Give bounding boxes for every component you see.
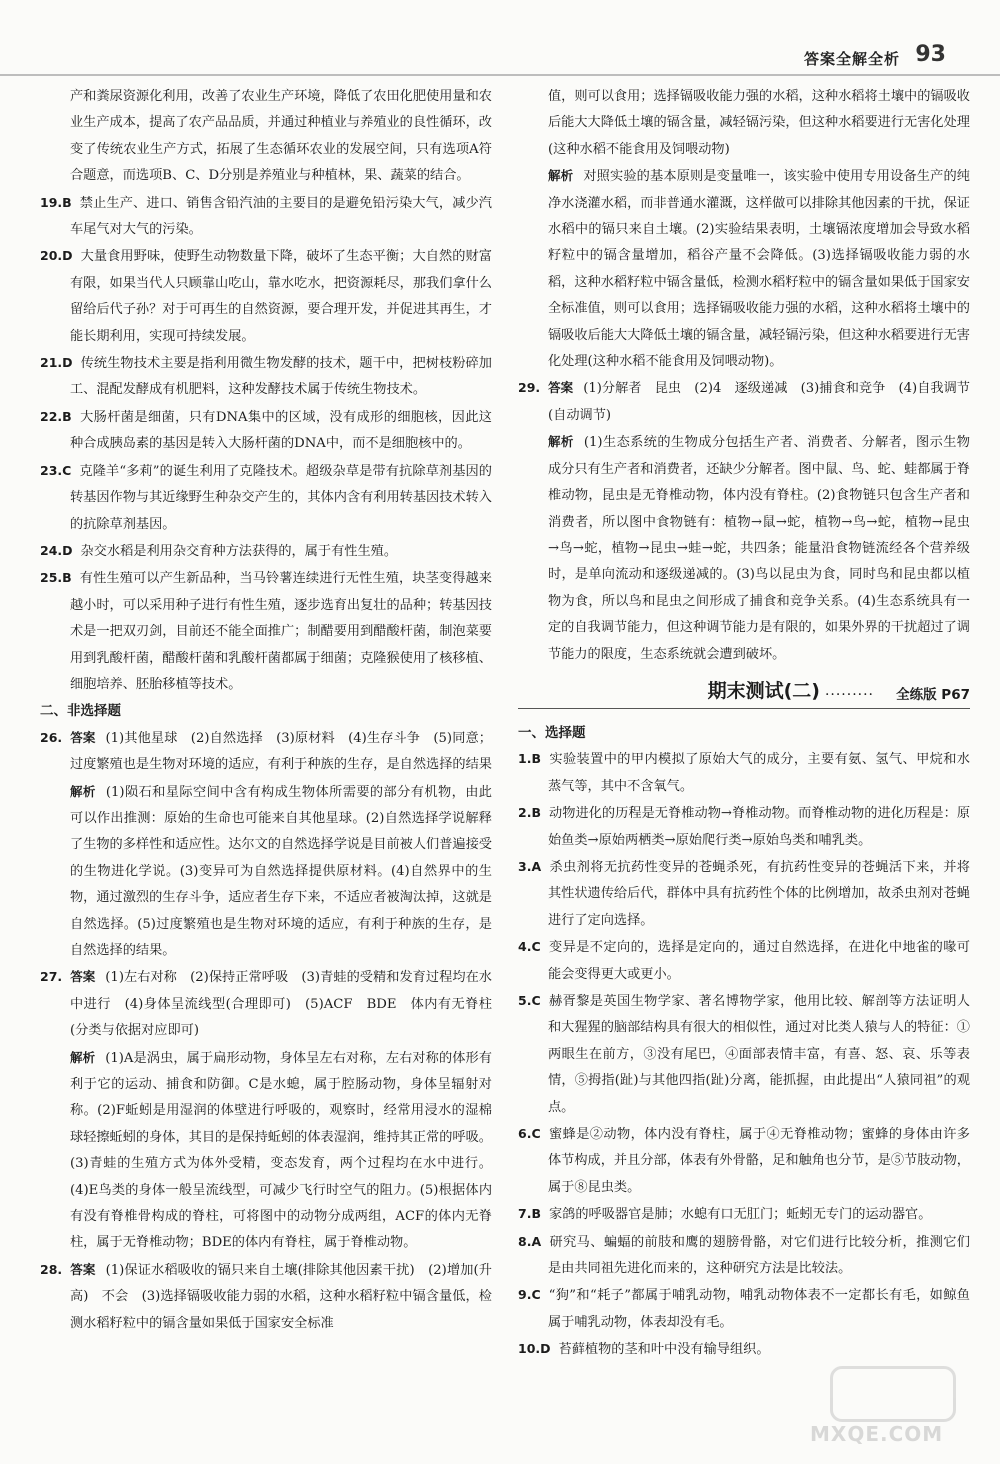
item-text: “狗”和“耗子”都属于哺乳动物，哺乳动物体表不一定都长有毛，如鲸鱼属于哺乳动物，体表却没有毛。 — [548, 1288, 970, 1330]
q28-answer — [40, 1257, 492, 1337]
watermark-text: MXQE.COM — [810, 1422, 944, 1446]
q26-answer — [40, 725, 492, 779]
item-number: 9.C — [518, 1287, 541, 1303]
item-number: 26. — [40, 729, 63, 745]
item-number: 23.C — [40, 462, 72, 478]
page-number: 93 — [915, 42, 946, 67]
item-text: 杂交水稻是利用杂交育种方法获得的，属于有性生殖。 — [80, 543, 398, 559]
answer-item — [518, 988, 970, 1121]
q27-analysis — [40, 1045, 492, 1257]
item-number: 5.C — [518, 993, 541, 1008]
q28-analysis — [518, 163, 970, 375]
item-text: 大肠杆菌是细菌，只有DNA集中的区域，没有成形的细胞核，因此这种合成胰岛素的基因是转入大肠杆菌的DNA中，而不是细胞核中的。 — [70, 409, 492, 452]
item-text: 禁止生产、进口、销售含铅汽油的主要目的是避免铅污染大气，减少汽车尾气对大气的污染。 — [70, 195, 492, 238]
item-number: 4.C — [518, 939, 541, 955]
item-number: 21.D — [40, 355, 73, 371]
section-heading-nonchoice: 二、非选择题 — [40, 703, 121, 720]
analysis-label: 解析 — [70, 783, 96, 799]
analysis-text: (1)陨石和星际空间中含有构成生物体所需要的部分有机物，由此可以作出推测：原始的生命也可能来自其他星球。(2)自然选择学说解释了生物的多样性和适应性。达尔文的自然选择学说是目前被人们普遍接受的生物进化学说。(3)变异可为自然选择提供原材料。(4)自然界中的生物，通过激烈的生存斗争，适应者生存下来，不适应者被淘汰掉，这就是自然选择。(5)过度繁殖也是生物对环境的适应，有利于种族的生存，是自然选择的结果。 — [70, 784, 492, 958]
answer-item — [518, 800, 970, 854]
q29-analysis — [518, 429, 970, 668]
item-text: 研究马、蝙蝠的前肢和鹰的翅膀骨骼，对它们进行比较分析，推测它们是由共同祖先进化而来的，这种研究方法是比较法。 — [548, 1234, 970, 1277]
q26-analysis — [40, 779, 492, 965]
item-number: 2.B — [518, 805, 541, 821]
test-page-ref: 全练版 P67 — [896, 686, 970, 703]
item-text: 克隆羊“多莉”的诞生利用了克隆技术。超级杂草是带有抗除草剂基因的转基因作物与其近缘野生种杂交产生的，其体内含有利用转基因技术转入的抗除草剂基因。 — [70, 463, 492, 532]
answer-label: 答案 — [548, 380, 574, 396]
answer-item — [40, 538, 492, 565]
item-number: 22.B — [40, 408, 72, 424]
item-text: 实验装置中的甲内模拟了原始大气的成分，主要有氨、氢气、甲烷和水蒸气等，其中不含氧气。 — [548, 752, 970, 794]
answer-item — [518, 746, 970, 800]
intro-paragraph: 产和粪尿资源化利用，改善了农业生产环境，降低了农田化肥使用量和农业生产成本，提高了农产品品质，并通过种植业与养殖业的良性循环，改变了传统农业生产方式，拓展了生态循环农业的发展空间，只有选项A符合题意，而选项B、C、D分别是养殖业与种植林，果、蔬菜的结合。 — [70, 89, 492, 184]
answer-item — [40, 404, 492, 458]
item-text: 赫胥黎是英国生物学家、著名博物学家，他用比较、解剖等方法证明人和大猩猩的脑部结构具有很大的相似性，通过对比类人猿与人的特征：①两眼生在前方，③没有尾巴，④面部表情丰富，有喜、怒、哀、乐等表情，⑤拇指(趾)与其他四指(趾)分离，能抓握，由此提出“人猿同祖”的观点。 — [548, 994, 970, 1115]
answer-text: (1)分解者 昆虫 (2)4 逐级递减 (3)捕食和竞争 (4)自我调节(自动调节) — [548, 381, 970, 423]
answer-item — [518, 1201, 970, 1228]
answer-item — [40, 565, 492, 698]
answer-item — [40, 190, 492, 244]
analysis-text: 对照实验的基本原则是变量唯一，该实验中使用专用设备生产的纯净水浇灌水稻，而非普通水灌溉，这样做可以排除其他因素的干扰，保证水稻中的镉只来自土壤。(2)实验结果表明，土壤镉浓度增加会导致水稻籽粒中的镉含量增加，稻谷产量不会降低。(3)选择镉吸收能力弱的水稻，这种水稻籽粒中镉含量低，检测水稻籽粒中的镉含量如果低于国家安全标准值，则可以食用；选择镉吸收能力强的水稻，这种水稻将土壤中的镉吸收后能大大降低土壤的镉含量，减轻镉污染，但这种水稻要进行无害化处理(这种水稻不能食用及饲喂动物)。 — [548, 169, 970, 370]
item-number: 3.A — [518, 858, 542, 874]
analysis-label: 解析 — [70, 1049, 96, 1065]
item-number: 10.D — [518, 1341, 551, 1357]
header-rule — [0, 74, 1000, 76]
item-number: 25.B — [40, 570, 72, 586]
item-text: 杀虫剂将无抗药性变异的苍蝇杀死，有抗药性变异的苍蝇活下来，并将其性状遗传给后代，群体中具有抗药性个体的比例增加，故杀虫剂对苍蝇进行了定向选择。 — [548, 859, 970, 928]
item-text: 大量食用野味，使野生动物数量下降，破坏了生态平衡；大自然的财富有限，如果当代人只顾靠山吃山，靠水吃水，把资源耗尽，那我们拿什么留给后代子孙？对于可再生的自然资源，要合理开发，并促进其再生，才能长期利用，实现可持续发展。 — [70, 249, 492, 344]
item-number: 1.B — [518, 751, 541, 767]
answer-item — [518, 1121, 970, 1201]
analysis-label: 解析 — [548, 168, 574, 184]
watermark — [800, 1362, 970, 1452]
section-heading-choice: 一、选择题 — [518, 724, 586, 741]
answer-item — [40, 350, 492, 404]
item-number: 20.D — [40, 248, 73, 264]
test-heading — [518, 674, 970, 718]
q27-answer — [40, 964, 492, 1044]
analysis-text: (1)A是涡虫，属于扁形动物，身体呈左右对称，左右对称的体形有利于它的运动、捕食和防御。C是水螅，属于腔肠动物，身体呈辐射对称。(2)F蚯蚓是用湿润的体壁进行呼吸的，观察时，经常用浸水的湿棉球轻擦蚯蚓的身体，其目的是保持蚯蚓的体表湿润，维持其正常的呼吸。(3)青蛙的生殖方式为体外受精，变态发育，两个过程均在水中进行。(4)E鸟类的身体一般呈流线型，可减少飞行时空气的阻力。(5)根据体内有没有脊椎骨构成的脊柱，可将图中的动物分成两组，ACF的体内无脊柱，属于无脊椎动物；BDE的体内有脊柱，属于脊椎动物。 — [70, 1050, 492, 1251]
page-header — [0, 0, 1000, 80]
answer-item — [40, 458, 492, 538]
test-title: 期末测试(二) — [702, 678, 820, 704]
left-column — [40, 84, 492, 1337]
answer-item — [518, 934, 970, 988]
item-number: 19.B — [40, 194, 72, 210]
answer-label: 答案 — [70, 969, 96, 985]
q29-answer — [518, 375, 970, 429]
item-number: 24.D — [40, 542, 73, 558]
answer-label: 答案 — [70, 1261, 96, 1277]
item-text: 家鸽的呼吸器官是肺；水螅有口无肛门；蚯蚓无专门的运动器官。 — [548, 1207, 932, 1223]
answer-item — [518, 1229, 970, 1283]
analysis-text: (1)生态系统的生物成分包括生产者、消费者、分解者，图示生物成分只有生产者和消费者，还缺少分解者。图中鼠、鸟、蛇、蛙都属于脊椎动物，昆虫是无脊椎动物，体内没有脊柱。(2)食物链只包含生产者和消费者，所以图中食物链有：植物→鼠→蛇，植物→鸟→蛇，植物→昆虫→鸟→蛇，植物→昆虫→蛙→蛇，共四条；能量沿食物链流经各个营养级时，是单向流动和逐级递减的。(3)鸟以昆虫为食，同时鸟和昆虫都以植物为食，所以鸟和昆虫之间形成了捕食和竞争关系。(4)生态系统具有一定的自我调节能力，但这种调节能力是有限的，如果外界的干扰超过了调节能力的限度，生态系统就会遭到破坏。 — [548, 435, 970, 662]
item-text: 动物进化的历程是无脊椎动物→脊椎动物。而脊椎动物的进化历程是：原始鱼类→原始两栖类→原始爬行类→原始鸟类和哺乳类。 — [548, 806, 970, 848]
item-number: 6.C — [518, 1126, 541, 1142]
right-column — [518, 84, 970, 1364]
analysis-label: 解析 — [548, 434, 574, 450]
answer-item — [518, 854, 970, 934]
item-text: 传统生物技术主要是指利用微生物发酵的技术，题干中，把树枝粉碎加工、混配发酵成有机肥料，这种发酵技术属于传统生物技术。 — [70, 356, 492, 398]
answer-item — [518, 1336, 970, 1363]
item-number: 28. — [40, 1261, 63, 1277]
item-number: 8.A — [518, 1233, 542, 1249]
item-number: 7.B — [518, 1206, 541, 1222]
test-dots: ········· — [824, 686, 874, 703]
q28-answer-continued: 值，则可以食用；选择镉吸收能力强的水稻，这种水稻将土壤中的镉吸收后能大大降低土壤的镉含量，减轻镉污染，但这种水稻要进行无害化处理(这种水稻不能食用及饲喂动物) — [548, 89, 970, 157]
item-number: 27. — [40, 969, 63, 985]
answer-item — [518, 1282, 970, 1336]
item-text: 变异是不定向的，选择是定向的，通过自然选择，在进化中地雀的喙可能会变得更大或更小。 — [548, 940, 970, 982]
item-text: 苔藓植物的茎和叶中没有输导组织。 — [558, 1342, 770, 1358]
answer-label: 答案 — [70, 729, 96, 745]
answer-text: (1)其他星球 (2)自然选择 (3)原材料 (4)生存斗争 (5)同意；过度繁殖也是生物对环境的适应，有利于种族的生存，是自然选择的结果 — [70, 730, 492, 773]
watermark-logo-icon — [830, 1366, 956, 1422]
answer-text: (1)左右对称 (2)保持正常呼吸 (3)青蛙的受精和发育过程均在水中进行 (4)身体呈流线型(合理即可) (5)ACF BDE 体内有无脊柱(分类与依据对应即可) — [70, 970, 492, 1039]
item-text: 有性生殖可以产生新品种，当马铃薯连续进行无性生殖，块茎变得越来越小时，可以采用种子进行有性生殖，逐步选育出复壮的品种；转基因技术是一把双刃剑，目前还不能全面推广；制醋要用到醋酸杆菌，制泡菜要用到乳酸杆菌，醋酸杆菌和乳酸杆菌都属于细菌；克隆猴使用了核移植、细胞培养、胚胎移植等技术。 — [70, 571, 492, 692]
item-number: 29. — [518, 380, 541, 396]
answer-text: (1)保证水稻吸收的镉只来自土壤(排除其他因素干扰) (2)增加(升高) 不会 (3)选择镉吸收能力弱的水稻，这种水稻籽粒中镉含量低，检测水稻籽粒中的镉含量如果低于国家安全标准 — [70, 1262, 492, 1331]
item-text: 蜜蜂是②动物，体内没有脊柱，属于④无脊椎动物；蜜蜂的身体由许多体节构成，并且分部，体表有外骨骼，足和触角也分节，是⑤节肢动物，属于⑧昆虫类。 — [548, 1127, 970, 1195]
answer-item — [40, 243, 492, 350]
header-title: 答案全解全析 — [803, 50, 900, 68]
